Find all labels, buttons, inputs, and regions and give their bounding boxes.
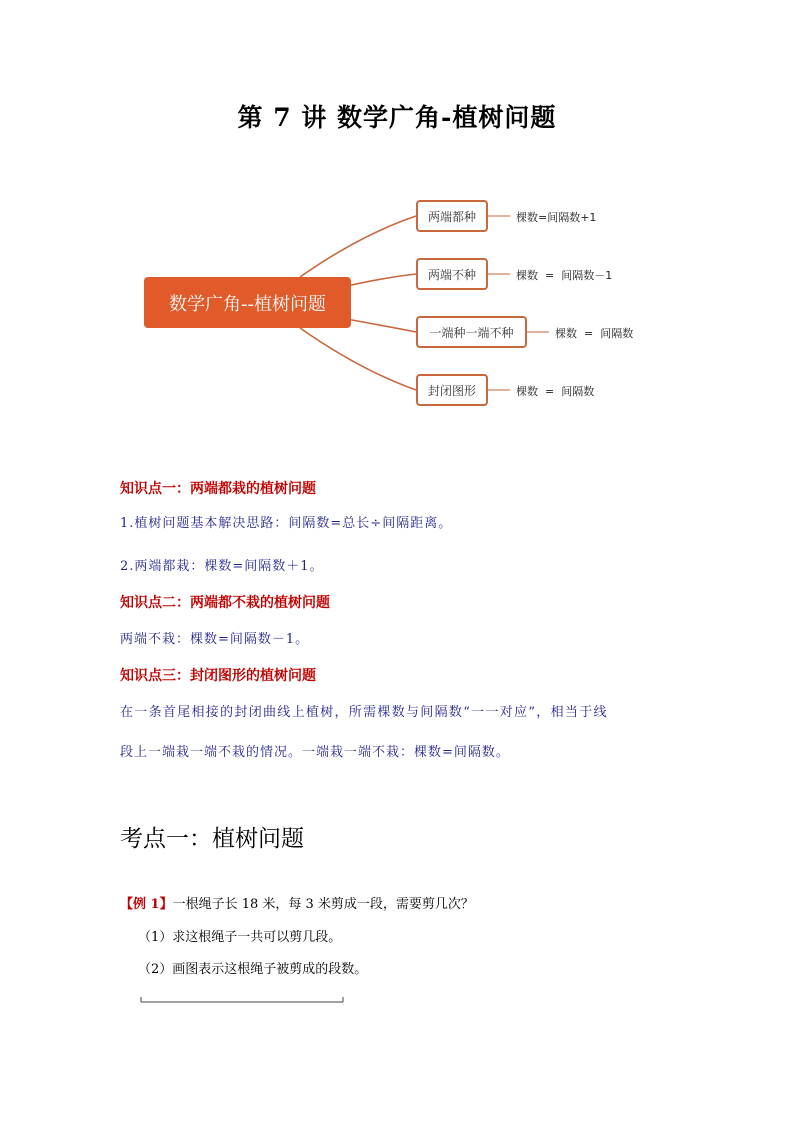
page-title: 第 7 讲 数学广角-植树问题 xyxy=(237,103,557,132)
mindmap-branch-both-ends: 两端都种 xyxy=(416,200,488,232)
example-sub-question-2: （2）画图表示这根绳子被剪成的段数。 xyxy=(138,962,368,977)
knowledge-point-1-line-1: 1.植树问题基本解决思路：间隔数=总长÷间隔距离。 xyxy=(120,516,453,531)
knowledge-point-2-title: 知识点二：两端都不栽的植树问题 xyxy=(120,595,330,611)
formula-both-ends: 棵数=间隔数+1 xyxy=(516,211,597,224)
example-sub-question-1: （1）求这根绳子一共可以剪几段。 xyxy=(138,930,342,945)
example-tag: 【例 1】 xyxy=(120,897,173,912)
mindmap-connectors xyxy=(0,0,794,420)
knowledge-point-3-title: 知识点三：封闭图形的植树问题 xyxy=(120,668,316,684)
mindmap-branch-closed-shape: 封闭图形 xyxy=(416,374,488,406)
section-title: 考点一：植树问题 xyxy=(120,826,304,852)
rope-diagram xyxy=(138,990,348,1010)
connector-branch-1 xyxy=(300,216,416,277)
knowledge-point-3-line-2: 段上一端栽一端不栽的情况。一端栽一端不栽：棵数=间隔数。 xyxy=(120,745,510,760)
knowledge-point-3-line-1: 在一条首尾相接的封闭曲线上植树，所需棵数与间隔数“一一对应”，相当于线 xyxy=(120,705,608,720)
knowledge-point-1-line-2: 2.两端都栽：棵数=间隔数＋1。 xyxy=(120,559,324,574)
formula-no-ends: 棵数 = 间隔数－1 xyxy=(516,269,613,282)
mindmap-branch-one-end: 一端种一端不种 xyxy=(416,316,527,348)
mindmap-root: 数学广角--植树问题 xyxy=(144,277,351,328)
example-1 xyxy=(120,893,474,912)
connector-branch-4 xyxy=(300,328,416,390)
mindmap-branch-no-ends: 两端不种 xyxy=(416,258,488,290)
formula-one-end: 棵数 = 间隔数 xyxy=(555,327,634,340)
knowledge-point-2-line-1: 两端不栽：棵数=间隔数－1。 xyxy=(120,632,310,647)
knowledge-point-1-title: 知识点一：两端都栽的植树问题 xyxy=(120,481,316,497)
formula-closed-shape: 棵数 = 间隔数 xyxy=(516,385,595,398)
example-question: 一根绳子长 18 米，每 3 米剪成一段，需要剪几次？ xyxy=(172,897,474,912)
